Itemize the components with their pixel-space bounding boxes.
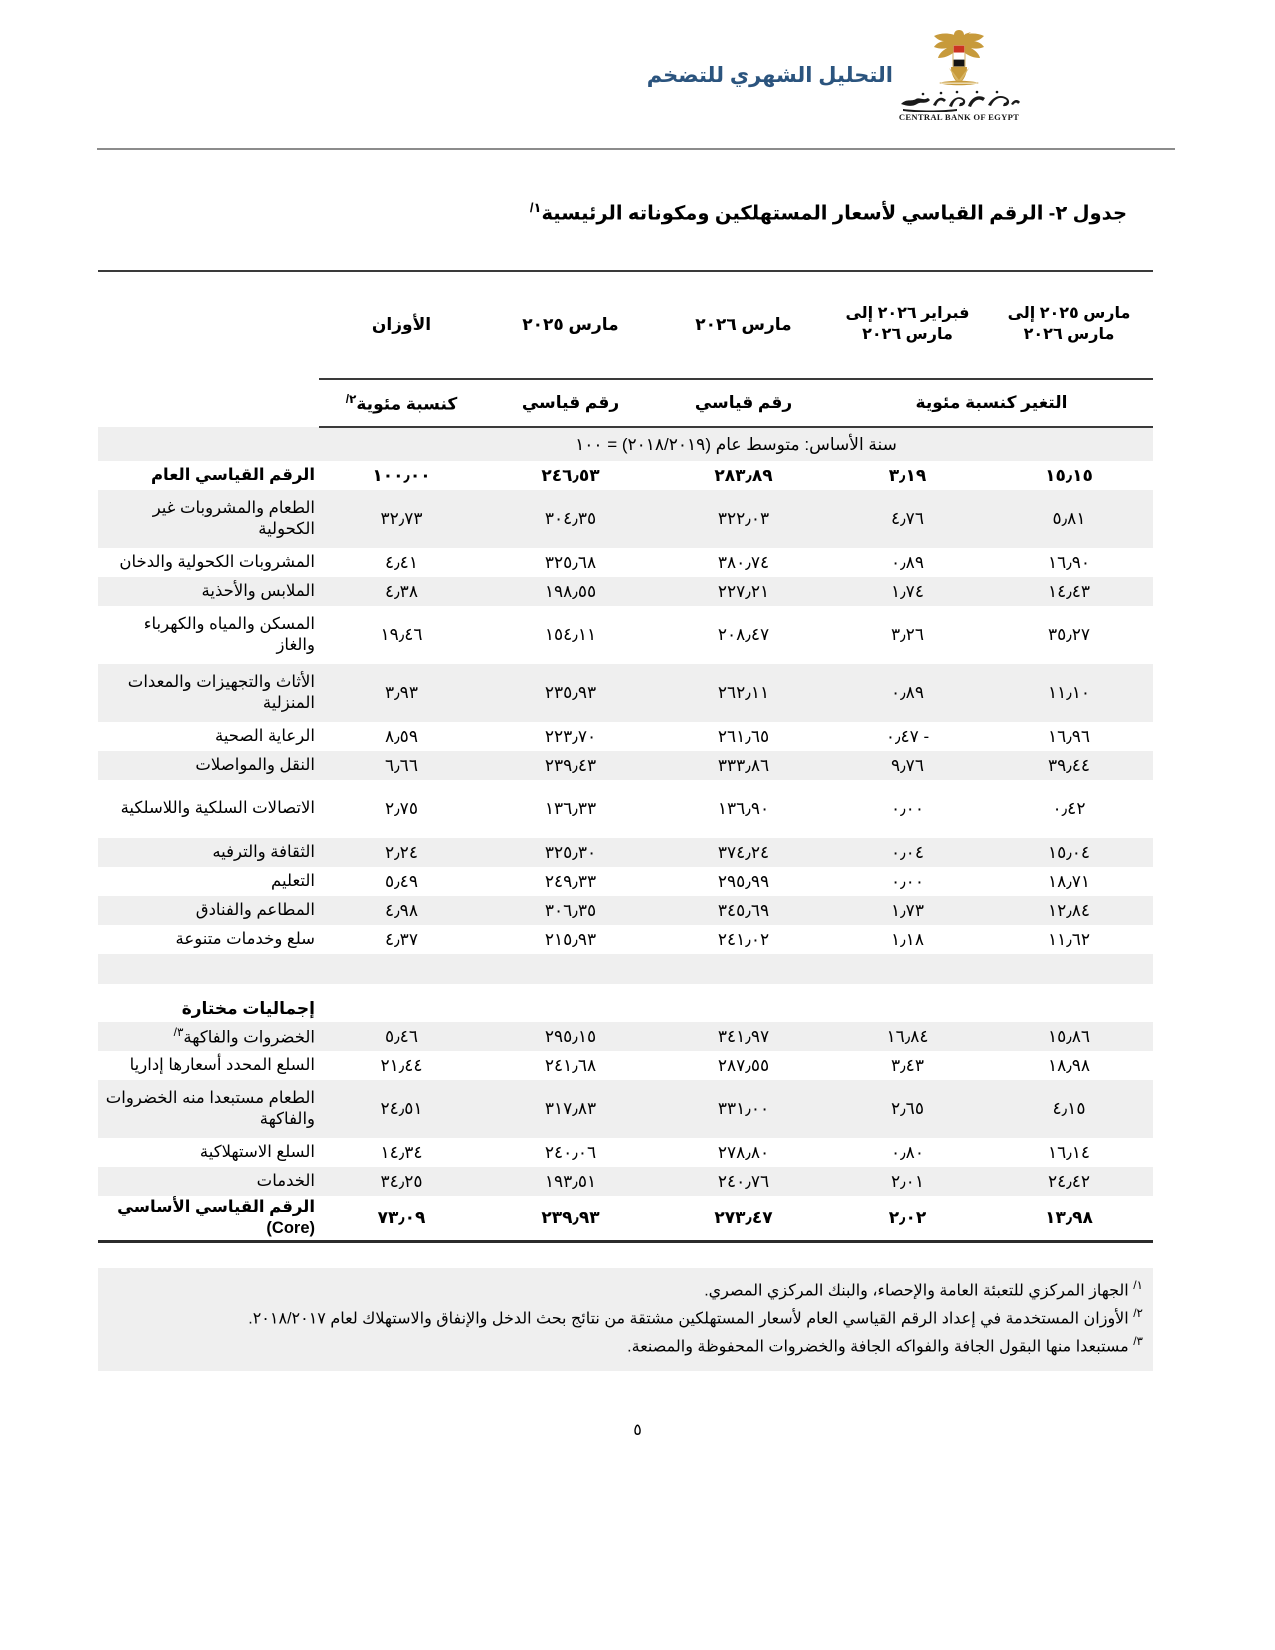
cell-pct-mom: ١٦٫٨٤ bbox=[830, 1022, 985, 1051]
row-label: المطاعم والفنادق bbox=[98, 896, 319, 925]
subheader-index-2025: رقم قياسي bbox=[484, 379, 657, 427]
row-label: الخدمات bbox=[98, 1167, 319, 1196]
cell-pct-mom: ٠٫٨٩ bbox=[830, 664, 985, 722]
cell-index-2025: ١٥٤٫١١ bbox=[544, 625, 597, 644]
base-year-label-blank bbox=[98, 427, 319, 461]
row-label: المسكن والمياه والكهرباء والغاز bbox=[143, 614, 315, 654]
cell-pct-yoy: ٠٫٤٢ bbox=[1052, 799, 1086, 818]
cell-index-2025: ٢٩٥٫١٥ bbox=[484, 1022, 657, 1051]
cell-pct-yoy: ١٣٫٩٨ bbox=[985, 1196, 1153, 1242]
cell-pct-yoy: ١٥٫٨٦ bbox=[985, 1022, 1153, 1051]
cell-index-2025: ١٩٨٫٥٥ bbox=[484, 577, 657, 606]
cell-weight: ٤٫٣٨ bbox=[319, 577, 484, 606]
cell-index-2026: ٣٤٥٫٦٩ bbox=[657, 896, 830, 925]
cell-index-2026: ٢٤٠٫٧٦ bbox=[657, 1167, 830, 1196]
footnote-text: مستبعدا منها البقول الجافة والفواكه الجافة والخضروات المحفوظة والمصنعة. bbox=[627, 1338, 1134, 1356]
cell-weight: ٢١٫٤٤ bbox=[380, 1055, 423, 1075]
central-bank-of-egypt-logo bbox=[893, 28, 1025, 128]
footnote-marker: ١/ bbox=[1133, 1278, 1143, 1292]
subheader-label-blank bbox=[98, 379, 319, 427]
row-label-footnote-marker: ٣/ bbox=[173, 1024, 184, 1039]
cell-pct-yoy: ٣٥٫٢٧ bbox=[1047, 625, 1091, 644]
base-year-row bbox=[98, 427, 1153, 461]
row-label: الثقافة والترفيه bbox=[98, 838, 319, 867]
table-row bbox=[98, 1022, 1153, 1051]
cell-pct-mom: ٢٫٠١ bbox=[830, 1167, 985, 1196]
table-row bbox=[98, 867, 1153, 896]
page-header bbox=[0, 0, 1275, 152]
subheader-index-2026: رقم قياسي bbox=[657, 379, 830, 427]
cell-index-2025: ٣٠٤٫٣٥ bbox=[484, 490, 657, 548]
cell-index-2026: ٢٢٧٫٢١ bbox=[657, 577, 830, 606]
cell-weight: ٥٫٤٩ bbox=[385, 871, 418, 891]
cell-pct-yoy: ٢٤٫٤٢ bbox=[985, 1167, 1153, 1196]
cell-weight: ٧٣٫٠٩ bbox=[319, 1196, 484, 1242]
footnote bbox=[104, 1332, 1147, 1360]
cell-index-2026: ٣٣١٫٠٠ bbox=[657, 1080, 830, 1138]
cell-index-2026: ٢٨٧٫٥٥ bbox=[717, 1055, 770, 1075]
table-row bbox=[98, 896, 1153, 925]
cell-pct-mom: ٩٫٧٦ bbox=[830, 751, 985, 780]
spacer-cell bbox=[98, 954, 319, 984]
cell-pct-yoy: ٥٫٨١ bbox=[985, 490, 1153, 548]
cell-index-2026: ٢٧٨٫٨٠ bbox=[717, 1142, 770, 1162]
footnote bbox=[104, 1276, 1147, 1304]
cell-pct-mom: ١٫٧٣ bbox=[830, 896, 985, 925]
table-row bbox=[98, 1080, 1153, 1138]
cell-weight: ٨٫٥٩ bbox=[385, 726, 418, 746]
page-number: ٥ bbox=[633, 1422, 642, 1439]
cell-pct-mom: ٢٫٦٥ bbox=[830, 1080, 985, 1138]
table-row bbox=[98, 577, 1153, 606]
spacer-row bbox=[98, 954, 1153, 984]
cell-index-2025: ٣٢٥٫٣٠ bbox=[484, 838, 657, 867]
footnotes-block bbox=[98, 1268, 1153, 1371]
cell-weight: ١٠٠٫٠٠ bbox=[372, 465, 431, 485]
cell-index-2026: ٣٧٤٫٢٤ bbox=[657, 838, 830, 867]
column-header-label-blank bbox=[98, 271, 319, 379]
cell-index-2025: ٢٢٣٫٧٠ bbox=[544, 726, 597, 746]
cell-pct-mom: ٣٫٤٣ bbox=[891, 1055, 924, 1075]
cell-index-2026: ٢٧٣٫٤٧ bbox=[657, 1196, 830, 1242]
cell-weight: ٢٫٢٤ bbox=[319, 838, 484, 867]
row-label: الطعام والمشروبات غير الكحولية bbox=[98, 490, 319, 548]
cell-index-2025: ٣١٧٫٨٣ bbox=[484, 1080, 657, 1138]
row-label: الرعاية الصحية bbox=[214, 726, 315, 745]
cell-index-2026: ٣٤١٫٩٧ bbox=[657, 1022, 830, 1051]
table-row bbox=[98, 606, 1153, 664]
cell-pct-yoy: ١٥٫٠٤ bbox=[985, 838, 1153, 867]
row-label: سلع وخدمات متنوعة bbox=[175, 929, 315, 948]
column-header-index-2025: مارس ٢٠٢٥ bbox=[484, 271, 657, 379]
column-header-weights: الأوزان bbox=[319, 271, 484, 379]
spacer-cell bbox=[484, 954, 657, 984]
cell-pct-yoy: ١٦٫٩٦ bbox=[1047, 726, 1091, 746]
cell-pct-yoy: ٤٫١٥ bbox=[985, 1080, 1153, 1138]
cell-pct-yoy: ١١٫٦٢ bbox=[1047, 929, 1091, 949]
row-label: الرقم القياسي الأساسي (Core) bbox=[98, 1196, 319, 1242]
footnote-text: الأوزان المستخدمة في إعداد الرقم القياسي العام لأسعار المستهلكين مشتقة من نتائج بحث الدخل والإنفاق والاستهلاك لعام ٢٠١٨/٢٠١٧. bbox=[248, 1310, 1134, 1328]
table-row bbox=[98, 838, 1153, 867]
subheader-weights-text: كنسبة مئوية bbox=[356, 394, 458, 414]
row-label: النقل والمواصلات bbox=[98, 751, 319, 780]
table-header-group-row bbox=[98, 271, 1153, 379]
row-label: الخضروات والفاكهة$^{٣/}$ bbox=[98, 1022, 319, 1051]
cell-pct-yoy: ١٨٫٩٨ bbox=[1047, 1055, 1091, 1075]
header-inner bbox=[100, 28, 1175, 128]
table-header-sub-row bbox=[98, 379, 1153, 427]
footnote-marker: ٢/ bbox=[1133, 1306, 1143, 1321]
cell-pct-yoy: ١٢٫٨٤ bbox=[985, 896, 1153, 925]
spacer-cell bbox=[657, 954, 830, 984]
cell-pct-mom: ٣٫٢٦ bbox=[891, 625, 924, 644]
row-label: الملابس والأحذية bbox=[98, 577, 319, 606]
cell-weight: ٣٢٫٧٣ bbox=[319, 490, 484, 548]
row-label: المشروبات الكحولية والدخان bbox=[119, 552, 315, 571]
cell-index-2026: ٢٤١٫٠٢ bbox=[717, 929, 770, 949]
cell-pct-yoy: ١٤٫٤٣ bbox=[985, 577, 1153, 606]
section-header-row bbox=[98, 984, 1153, 1022]
cell-index-2025: ٢٣٥٫٩٣ bbox=[484, 664, 657, 722]
cell-weight: ١٩٫٤٦ bbox=[380, 625, 423, 644]
table-row bbox=[98, 1196, 1153, 1242]
cell-pct-yoy: ١١٫١٠ bbox=[985, 664, 1153, 722]
header-divider bbox=[97, 148, 1175, 150]
cell-weight: ١٤٫٣٤ bbox=[380, 1142, 423, 1162]
cell-index-2026: ٢٠٨٫٤٧ bbox=[717, 625, 770, 644]
cell-index-2025: ٣٠٦٫٣٥ bbox=[484, 896, 657, 925]
cell-weight: ٤٫٣٧ bbox=[385, 929, 418, 949]
egypt-eagle-emblem-icon bbox=[929, 28, 989, 90]
table-row bbox=[98, 780, 1153, 838]
cell-index-2026: ٢٨٣٫٨٩ bbox=[714, 465, 773, 485]
cell-index-2025: ١٣٦٫٣٣ bbox=[544, 799, 597, 818]
spacer-cell bbox=[319, 954, 484, 984]
cell-index-2026: ٣٨٠٫٧٤ bbox=[717, 552, 770, 572]
cell-index-2025: ٢٣٩٫٩٣ bbox=[484, 1196, 657, 1242]
cell-pct-mom: ٠٫٠٠ bbox=[891, 871, 924, 891]
table-row bbox=[98, 925, 1153, 954]
cell-index-2025: ١٩٣٫٥١ bbox=[484, 1167, 657, 1196]
row-label: الطعام مستبعدا منه الخضروات والفاكهة bbox=[98, 1080, 319, 1138]
row-label: الاتصالات السلكية واللاسلكية bbox=[120, 799, 315, 818]
cell-pct-yoy: ١٦٫٩٠ bbox=[1047, 552, 1091, 572]
row-label: السلع المحدد أسعارها إداريا bbox=[129, 1055, 315, 1074]
table-row bbox=[98, 1051, 1153, 1080]
table-row bbox=[98, 548, 1153, 577]
cell-index-2025: ٣٢٥٫٦٨ bbox=[544, 552, 597, 572]
cell-index-2026: ٣٣٣٫٨٦ bbox=[657, 751, 830, 780]
cell-index-2025: ٢١٥٫٩٣ bbox=[544, 929, 597, 949]
bank-arabic-wordmark-icon bbox=[897, 88, 1021, 112]
cell-pct-mom: ١٫١٨ bbox=[891, 929, 924, 949]
cell-pct-mom: ١٫٧٤ bbox=[830, 577, 985, 606]
cell-index-2025: ٢٤١٫٦٨ bbox=[544, 1055, 597, 1075]
cell-pct-mom: ٠٫٨٩ bbox=[891, 552, 924, 572]
cell-index-2026: ٢٩٥٫٩٩ bbox=[717, 871, 770, 891]
table-title bbox=[127, 200, 1127, 227]
table-row bbox=[98, 461, 1153, 490]
cell-pct-mom: ٠٫٠٠ bbox=[891, 799, 924, 818]
cell-weight: ٣٤٫٢٥ bbox=[319, 1167, 484, 1196]
cell-pct-mom: ٠٫٠٤ bbox=[830, 838, 985, 867]
row-label: الأثاث والتجهيزات والمعدات المنزلية bbox=[98, 664, 319, 722]
cell-pct-mom: ٢٫٠٢ bbox=[830, 1196, 985, 1242]
cell-index-2026: ٢٦١٫٦٥ bbox=[717, 726, 770, 746]
subheader-weights bbox=[319, 379, 484, 427]
cell-index-2026: ٣٢٢٫٠٣ bbox=[657, 490, 830, 548]
cell-pct-yoy: ١٥٫١٥ bbox=[1045, 465, 1093, 485]
footnote-text: الجهاز المركزي للتعبئة العامة والإحصاء، والبنك المركزي المصري. bbox=[704, 1282, 1134, 1300]
column-header-pct-yoy: مارس ٢٠٢٥ إلى مارس ٢٠٢٦ bbox=[985, 271, 1153, 379]
table-row bbox=[98, 664, 1153, 722]
cell-weight: ٦٫٦٦ bbox=[319, 751, 484, 780]
cell-index-2025: ٢٤٦٫٥٣ bbox=[541, 465, 600, 485]
cell-pct-mom: - ٠٫٤٧ bbox=[885, 726, 930, 746]
cell-pct-yoy: ٣٩٫٤٤ bbox=[985, 751, 1153, 780]
column-header-index-2026: مارس ٢٠٢٦ bbox=[657, 271, 830, 379]
row-label: السلع الاستهلاكية bbox=[199, 1142, 315, 1161]
table-row bbox=[98, 722, 1153, 751]
table-row bbox=[98, 1167, 1153, 1196]
cell-index-2025: ٢٣٩٫٤٣ bbox=[484, 751, 657, 780]
table-row bbox=[98, 490, 1153, 548]
cell-weight: ٥٫٤٦ bbox=[319, 1022, 484, 1051]
cell-index-2025: ٢٤٩٫٣٣ bbox=[544, 871, 597, 891]
row-label: الرقم القياسي العام bbox=[150, 465, 315, 484]
cell-weight: ٢٤٫٥١ bbox=[319, 1080, 484, 1138]
row-label: التعليم bbox=[271, 871, 315, 890]
cell-pct-mom: ٠٫٨٠ bbox=[891, 1142, 924, 1162]
cell-index-2026: ٢٦٢٫١١ bbox=[657, 664, 830, 722]
cell-pct-yoy: ١٨٫٧١ bbox=[1047, 871, 1091, 891]
cell-index-2026: ١٣٦٫٩٠ bbox=[717, 799, 770, 818]
header-title: التحليل الشهري للتضخم bbox=[646, 63, 893, 87]
cpi-table bbox=[98, 270, 1153, 1243]
cell-weight: ٤٫٤١ bbox=[385, 552, 418, 572]
table-title-footnote-marker: ١/ bbox=[529, 200, 542, 215]
cell-weight: ٣٫٩٣ bbox=[319, 664, 484, 722]
table-body bbox=[98, 461, 1153, 1242]
table-row bbox=[98, 1138, 1153, 1167]
subheader-weights-footnote-marker: ٢/ bbox=[345, 391, 357, 406]
subheader-change-percent: التغير كنسبة مئوية bbox=[830, 379, 1153, 427]
base-year-note: سنة الأساس: متوسط عام (٢٠١٨/٢٠١٩) = ١٠٠ bbox=[319, 427, 1153, 461]
footnote bbox=[104, 1304, 1147, 1332]
table-title-text: جدول ٢- الرقم القياسي لأسعار المستهلكين ومكوناته الرئيسية bbox=[541, 202, 1127, 225]
spacer-cell bbox=[830, 954, 985, 984]
section-header-blank bbox=[319, 984, 1153, 1022]
cell-index-2025: ٢٤٠٫٠٦ bbox=[544, 1142, 597, 1162]
section-header-label: إجماليات مختارة bbox=[181, 999, 315, 1018]
footnote-marker: ٣/ bbox=[1133, 1334, 1143, 1349]
cell-pct-mom: ٣٫١٩ bbox=[888, 465, 927, 485]
cell-pct-yoy: ١٦٫١٤ bbox=[1047, 1142, 1091, 1162]
table-row bbox=[98, 751, 1153, 780]
cell-pct-mom: ٤٫٧٦ bbox=[830, 490, 985, 548]
spacer-cell bbox=[985, 954, 1153, 984]
bank-latin-wordmark: CENTRAL BANK OF EGYPT bbox=[898, 112, 1020, 122]
column-header-pct-mom: فبراير ٢٠٢٦ إلى مارس ٢٠٢٦ bbox=[830, 271, 985, 379]
cell-weight: ٢٫٧٥ bbox=[385, 799, 418, 818]
cell-weight: ٤٫٩٨ bbox=[319, 896, 484, 925]
